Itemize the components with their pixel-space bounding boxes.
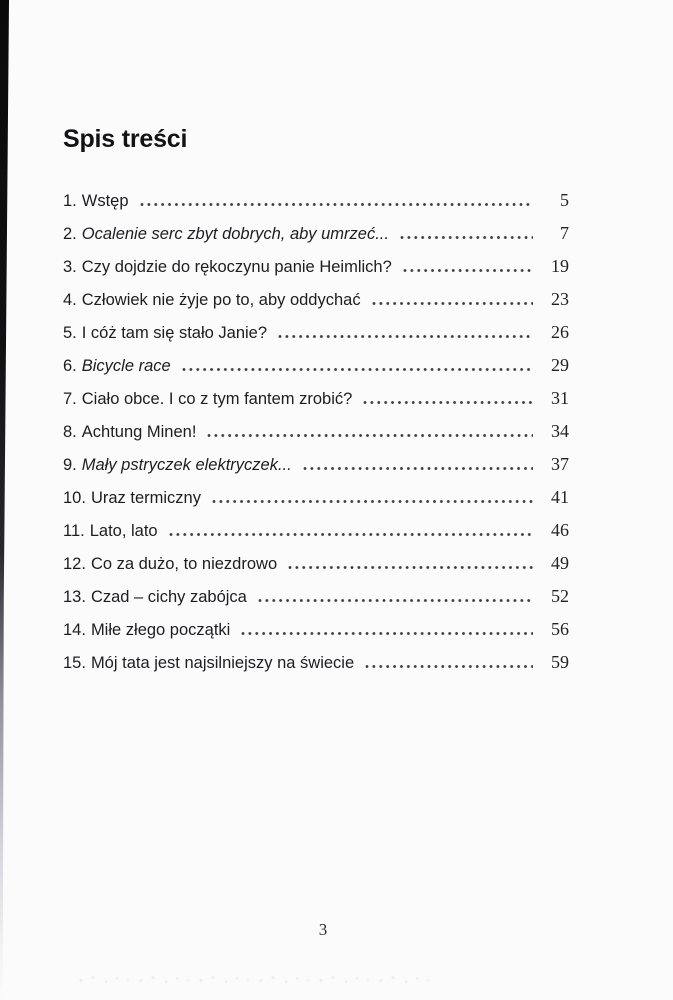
toc-entry-title: Achtung Minen! xyxy=(81,423,197,441)
toc-entry-number: 12. xyxy=(63,555,86,573)
page-title: Spis treści xyxy=(63,124,188,153)
toc-entry xyxy=(63,646,569,679)
dotted-leader xyxy=(372,301,533,306)
dotted-leader xyxy=(207,433,533,438)
dotted-leader xyxy=(169,532,533,537)
toc-entry-title: Mój tata jest najsilniejszy na świecie xyxy=(90,654,355,672)
toc-entry-title: Co za dużo, to niezdrowo xyxy=(90,555,278,573)
dotted-leader xyxy=(212,499,533,504)
toc-entry xyxy=(63,217,569,250)
folio-page-number: 3 xyxy=(318,920,328,939)
toc-entry-number: 13. xyxy=(63,588,86,606)
toc-entry-number: 10. xyxy=(63,489,86,507)
toc-entry-title: Wstęp xyxy=(81,192,129,210)
toc-entry-page: 23 xyxy=(551,289,569,309)
dotted-leader xyxy=(140,202,533,207)
toc-entry-title: Ciało obce. I co z tym fantem zrobić? xyxy=(81,390,353,408)
toc-entry-number: 7. xyxy=(63,390,77,408)
toc-entry-page: 49 xyxy=(551,553,569,573)
toc-entry-title: Uraz termiczny xyxy=(90,489,201,507)
toc-entry xyxy=(63,481,569,514)
dotted-leader xyxy=(241,631,533,636)
table-of-contents xyxy=(63,184,569,679)
toc-entry-number: 5. xyxy=(63,324,77,342)
toc-entry-page: 29 xyxy=(551,355,569,375)
toc-entry-page: 46 xyxy=(551,520,569,540)
toc-entry xyxy=(63,448,569,481)
dotted-leader xyxy=(363,400,533,405)
toc-entry-page: 5 xyxy=(560,190,569,210)
toc-entry-number: 15. xyxy=(63,654,86,672)
toc-entry-page: 59 xyxy=(551,652,569,672)
toc-entry xyxy=(63,349,569,382)
toc-entry-title: Ocalenie serc zbyt dobrych, aby umrzeć... xyxy=(81,225,389,243)
toc-entry-title: Czy dojdzie do rękoczynu panie Heimlich? xyxy=(81,258,392,276)
dotted-leader xyxy=(288,565,533,570)
scan-edge-artifact xyxy=(0,0,9,1000)
toc-entry-title: Lato, lato xyxy=(89,522,158,540)
dotted-leader xyxy=(303,466,533,471)
toc-entry-number: 3. xyxy=(63,258,77,276)
dotted-leader xyxy=(365,664,533,669)
toc-entry xyxy=(63,382,569,415)
toc-entry-number: 14. xyxy=(63,621,86,639)
toc-entry-page: 26 xyxy=(551,322,569,342)
toc-entry xyxy=(63,547,569,580)
toc-entry-page: 52 xyxy=(551,586,569,606)
toc-entry-title: Człowiek nie żyje po to, aby oddychać xyxy=(81,291,361,309)
toc-entry xyxy=(63,316,569,349)
toc-entry xyxy=(63,514,569,547)
toc-entry-page: 31 xyxy=(551,388,569,408)
toc-entry-page: 37 xyxy=(551,454,569,474)
toc-entry-title: Miłe złego początki xyxy=(90,621,231,639)
toc-entry-number: 6. xyxy=(63,357,77,375)
toc-entry-page: 34 xyxy=(551,421,569,441)
toc-entry-page: 19 xyxy=(551,256,569,276)
toc-entry xyxy=(63,415,569,448)
toc-entry xyxy=(63,580,569,613)
toc-entry-title: Czad – cichy zabójca xyxy=(90,588,247,606)
toc-entry xyxy=(63,613,569,646)
toc-entry-number: 9. xyxy=(63,456,77,474)
dotted-leader xyxy=(400,235,533,240)
toc-entry-number: 8. xyxy=(63,423,77,441)
toc-entry-title: I cóż tam się stało Janie? xyxy=(81,324,268,342)
dotted-leader xyxy=(258,598,533,603)
toc-entry-page: 56 xyxy=(551,619,569,639)
toc-entry-title: Mały pstryczek elektryczek... xyxy=(81,456,292,474)
toc-entry-number: 11. xyxy=(63,522,85,540)
dotted-leader xyxy=(182,367,533,372)
toc-entry-number: 2. xyxy=(63,225,77,243)
toc-entry-page: 7 xyxy=(560,223,569,243)
dotted-leader xyxy=(403,268,533,273)
dotted-leader xyxy=(278,334,533,339)
print-bleed-artifact xyxy=(75,972,435,986)
toc-entry xyxy=(63,184,569,217)
toc-entry xyxy=(63,283,569,316)
toc-entry-number: 4. xyxy=(63,291,77,309)
toc-entry-title: Bicycle race xyxy=(81,357,171,375)
toc-entry-number: 1. xyxy=(63,192,77,210)
toc-entry xyxy=(63,250,569,283)
toc-entry-page: 41 xyxy=(551,487,569,507)
